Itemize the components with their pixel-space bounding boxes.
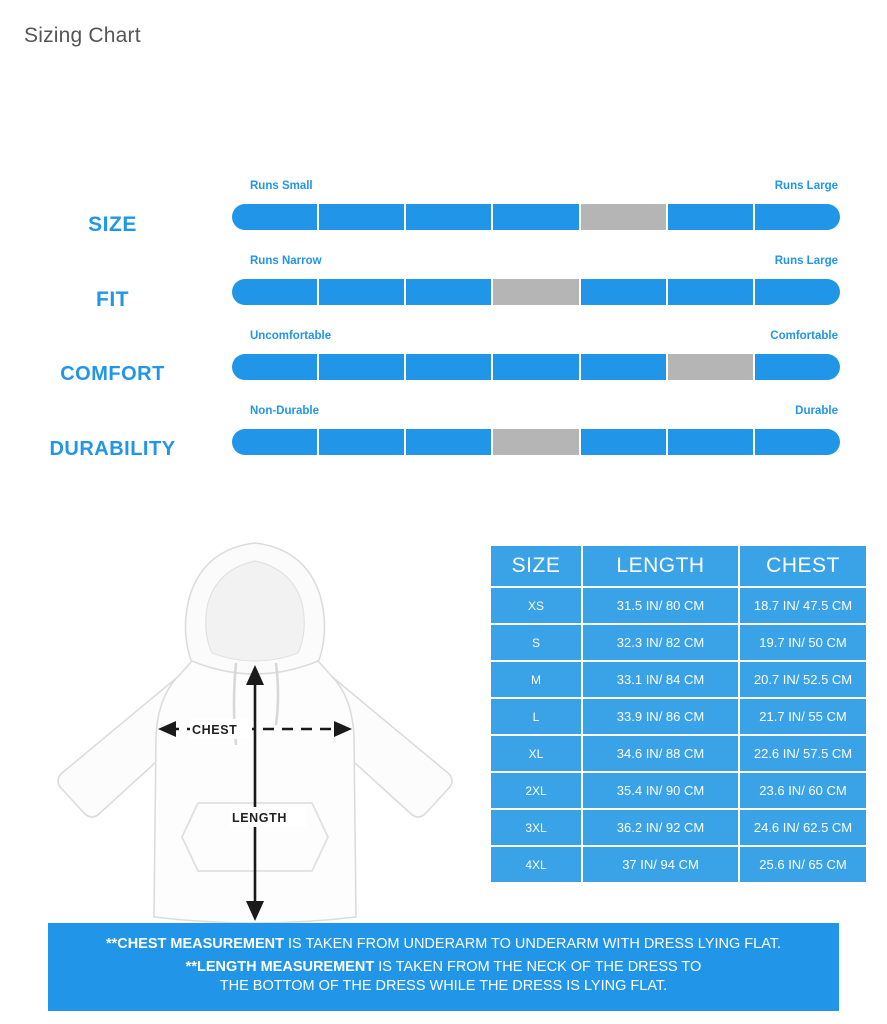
scale-segment[interactable] [406, 354, 493, 380]
cell-size: XL [490, 735, 582, 772]
scale-segment[interactable] [232, 204, 319, 230]
rating-row-comfort [0, 330, 887, 405]
note-length-strong: **LENGTH MEASUREMENT [185, 958, 375, 975]
scale-track[interactable] [232, 204, 840, 230]
rating-scales [0, 180, 887, 480]
table-row [490, 624, 867, 661]
scale-segment-selected[interactable] [581, 204, 668, 230]
rating-scale-durability [232, 405, 840, 455]
cell-chest: 20.7 IN/ 52.5 CM [739, 661, 867, 698]
hoodie-dress-icon [40, 535, 470, 935]
chest-measure-label: CHEST [192, 723, 238, 737]
scale-segment[interactable] [406, 204, 493, 230]
cell-size: S [490, 624, 582, 661]
column-header-size: SIZE [490, 545, 582, 587]
cell-length: 37 IN/ 94 CM [582, 846, 739, 883]
scale-right-label: Runs Large [774, 180, 838, 192]
scale-track[interactable] [232, 354, 840, 380]
scale-segment[interactable] [406, 279, 493, 305]
scale-segment[interactable] [755, 204, 840, 230]
scale-right-label: Comfortable [770, 330, 838, 342]
scale-segment[interactable] [319, 204, 406, 230]
cell-chest: 21.7 IN/ 55 CM [739, 698, 867, 735]
scale-right-label: Runs Large [774, 255, 838, 267]
note-length-rest: IS TAKEN FROM THE NECK OF THE DRESS TO [374, 958, 702, 975]
scale-segment[interactable] [493, 354, 580, 380]
scale-segment[interactable] [755, 354, 840, 380]
size-table [489, 544, 868, 884]
scale-left-label: Non-Durable [250, 405, 319, 417]
rating-label-size: SIZE [88, 213, 137, 236]
cell-length: 31.5 IN/ 80 CM [582, 587, 739, 624]
scale-segment[interactable] [232, 279, 319, 305]
rating-label-durability: DURABILITY [49, 438, 176, 460]
rating-row-durability [0, 405, 887, 480]
scale-segment[interactable] [581, 279, 668, 305]
scale-left-label: Runs Small [250, 180, 313, 192]
cell-size: 4XL [490, 846, 582, 883]
scale-segment[interactable] [755, 279, 840, 305]
scale-segment[interactable] [581, 354, 668, 380]
cell-chest: 18.7 IN/ 47.5 CM [739, 587, 867, 624]
cell-size: M [490, 661, 582, 698]
rating-row-size [0, 180, 887, 255]
scale-segment[interactable] [493, 204, 580, 230]
cell-chest: 25.6 IN/ 65 CM [739, 846, 867, 883]
rating-row-fit [0, 255, 887, 330]
garment-illustration [40, 535, 470, 935]
scale-segment[interactable] [319, 354, 406, 380]
cell-chest: 19.7 IN/ 50 CM [739, 624, 867, 661]
cell-length: 33.9 IN/ 86 CM [582, 698, 739, 735]
scale-segment[interactable] [319, 429, 406, 455]
scale-segment[interactable] [406, 429, 493, 455]
cell-length: 35.4 IN/ 90 CM [582, 772, 739, 809]
scale-endpoints [232, 405, 840, 423]
note-chest-rest: IS TAKEN FROM UNDERARM TO UNDERARM WITH DRESS LYING FLAT. [283, 936, 782, 952]
column-header-length: LENGTH [582, 545, 739, 587]
page-title: Sizing Chart [24, 24, 141, 47]
cell-length: 34.6 IN/ 88 CM [582, 735, 739, 772]
scale-endpoints [232, 255, 840, 273]
scale-track[interactable] [232, 429, 840, 455]
scale-endpoints [232, 180, 840, 198]
scale-segment[interactable] [232, 429, 319, 455]
rating-scale-comfort [232, 330, 840, 380]
scale-track[interactable] [232, 279, 840, 305]
table-row [490, 661, 867, 698]
cell-chest: 22.6 IN/ 57.5 CM [739, 735, 867, 772]
scale-segment[interactable] [668, 429, 755, 455]
scale-segment-selected[interactable] [493, 429, 580, 455]
scale-segment[interactable] [668, 204, 755, 230]
cell-chest: 23.6 IN/ 60 CM [739, 772, 867, 809]
scale-right-label: Durable [795, 405, 838, 417]
length-measure-label: LENGTH [232, 811, 287, 825]
rating-scale-size [232, 180, 840, 230]
note-line-1 [54, 935, 833, 955]
scale-segment-selected[interactable] [493, 279, 580, 305]
scale-segment[interactable] [319, 279, 406, 305]
note-line-3: THE BOTTOM OF THE DRESS WHILE THE DRESS IS LYING FLAT. [219, 978, 668, 995]
scale-segment[interactable] [755, 429, 840, 455]
measurement-note [48, 923, 839, 1011]
cell-size: XS [490, 587, 582, 624]
scale-segment[interactable] [232, 354, 319, 380]
column-header-chest: CHEST [739, 545, 867, 587]
cell-chest: 24.6 IN/ 62.5 CM [739, 809, 867, 846]
cell-length: 32.3 IN/ 82 CM [582, 624, 739, 661]
note-line-2 [54, 958, 833, 978]
scale-segment-selected[interactable] [668, 354, 755, 380]
table-header-row [490, 545, 867, 587]
rating-label-comfort: COMFORT [60, 363, 165, 385]
scale-segment[interactable] [668, 279, 755, 305]
cell-size: 3XL [490, 809, 582, 846]
scale-segment[interactable] [581, 429, 668, 455]
table-row [490, 698, 867, 735]
table-row [490, 772, 867, 809]
cell-size: 2XL [490, 772, 582, 809]
table-row [490, 809, 867, 846]
rating-label-fit: FIT [96, 288, 129, 311]
scale-left-label: Runs Narrow [250, 255, 322, 267]
cell-length: 33.1 IN/ 84 CM [582, 661, 739, 698]
table-row [490, 846, 867, 883]
rating-scale-fit [232, 255, 840, 305]
cell-size: L [490, 698, 582, 735]
table-row [490, 587, 867, 624]
scale-endpoints [232, 330, 840, 348]
table-row [490, 735, 867, 772]
cell-length: 36.2 IN/ 92 CM [582, 809, 739, 846]
note-chest-strong: **CHEST MEASUREMENT [105, 936, 284, 952]
scale-left-label: Uncomfortable [250, 330, 332, 342]
